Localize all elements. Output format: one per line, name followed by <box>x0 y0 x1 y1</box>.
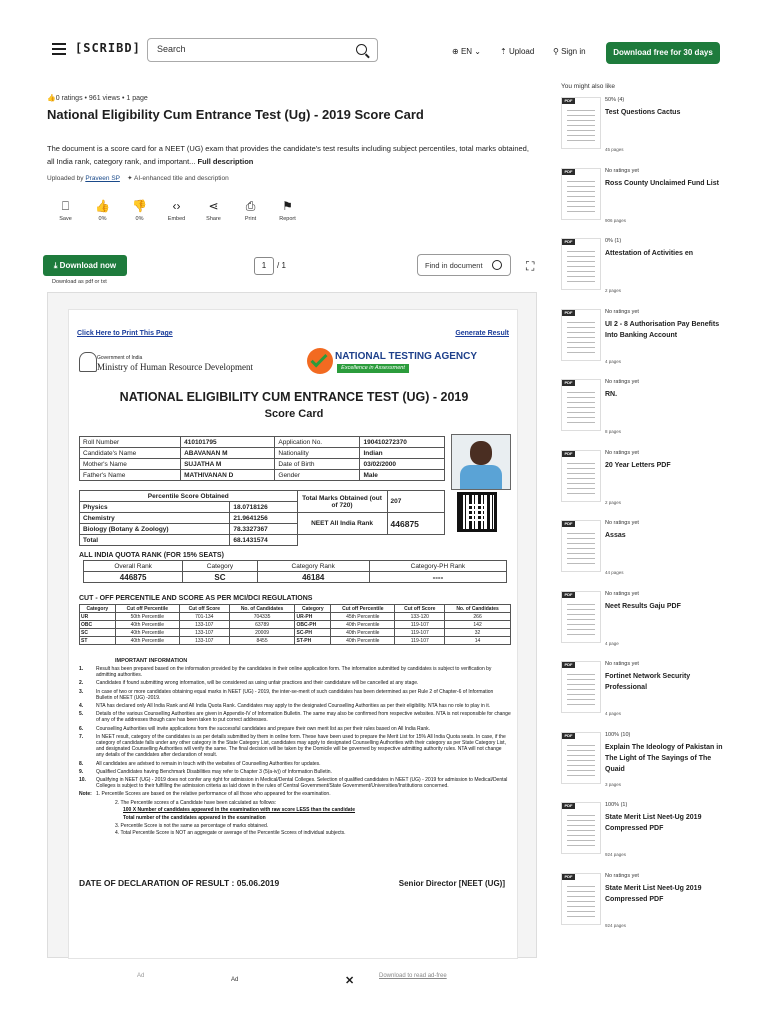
pdf-badge-icon: PDF <box>562 380 575 386</box>
table-cell: SC-PH <box>295 629 331 637</box>
search-input[interactable] <box>147 38 378 62</box>
note-item <box>79 689 511 701</box>
table-cell: Mother's Name <box>80 459 181 470</box>
pdf-badge-icon: PDF <box>562 662 575 668</box>
note-item <box>79 761 511 767</box>
note-number: 1. <box>79 666 84 672</box>
table-cell: UR <box>80 613 116 621</box>
subject-percentile: 78.3327367 <box>230 524 297 535</box>
quota-title: ALL INDIA QUOTA RANK (FOR 15% SEATS) <box>79 552 224 559</box>
quota-value: 46184 <box>257 572 369 583</box>
ad-label: Ad <box>137 973 145 979</box>
table-cell: 32 <box>445 629 511 637</box>
doc-thumbnail[interactable] <box>561 802 601 854</box>
subject-percentile: 21.9641256 <box>230 513 297 524</box>
action-embed-button[interactable] <box>158 198 195 222</box>
table-cell: ST <box>80 637 116 645</box>
close-icon[interactable]: ✕ <box>345 975 355 987</box>
download-free-button[interactable]: Download free for 30 days <box>606 42 720 64</box>
quota-header: Category Rank <box>257 561 369 572</box>
signin-label: Sign in <box>561 47 586 56</box>
cutoff-title: CUT - OFF PERCENTILE AND SCORE AS PER MCI/DCI REGULATIONS <box>79 595 313 602</box>
sub-note: 4. Total Percentile Score is NOT an aggregate or average of the Percentile Scores of individual subjects. <box>115 830 346 837</box>
recommended-doc[interactable] <box>561 873 731 939</box>
download-icon: ⤓ <box>53 261 58 270</box>
doc-title[interactable]: State Merit List Neet-Ug 2019 Compressed PDF <box>605 814 702 832</box>
subject-name: Chemistry <box>80 513 230 524</box>
sparkle-icon: ✦ <box>127 175 133 182</box>
doc-pages: 4 pages <box>605 711 622 716</box>
table-cell: UR-PH <box>295 613 331 621</box>
action-print-button[interactable] <box>232 198 269 222</box>
quota-value: 446875 <box>84 572 183 583</box>
pdf-badge-icon: PDF <box>562 98 575 104</box>
doc-pages: 4 page <box>605 640 619 646</box>
note-number: 10. <box>79 777 86 784</box>
note-text: Qualified Candidates having Benchmark Disabilities may refer to Chapter 3 (5(a-iv)) of Information Bulletin. <box>96 768 332 775</box>
candidate-info-table <box>79 436 445 481</box>
table-row <box>80 621 511 629</box>
action-label: 0% <box>98 216 107 222</box>
pdf-badge-icon: PDF <box>562 733 575 739</box>
note-number: 9. <box>79 768 84 775</box>
table-cell: 14 <box>445 637 511 645</box>
action-label: Share <box>206 216 221 222</box>
action-share-button[interactable] <box>195 198 232 222</box>
recommended-doc[interactable] <box>561 168 731 234</box>
table-cell: 40th Percentile <box>115 637 179 645</box>
pdf-badge-icon: PDF <box>562 803 575 809</box>
language-label: EN <box>460 47 473 56</box>
recommended-doc[interactable] <box>561 591 731 657</box>
note-text: In NEET result, category of the candidates is as per details submitted by them in online form. These have been used to prepare the Merit List for 15% All India Quota seats. In case, if the category of candidate falls under any other category in the State Category List, candidates may apply to designated Counselling Authorities with their category as per State Category List, and designated Counselling Authorities will verify the same. The final decision will be taken by the Domicile will be governed by respective admitting authority rules. NTA will not change any details of the candidates after declaration of result. <box>96 733 506 759</box>
note-item <box>79 734 511 759</box>
find-placeholder: Find in document <box>425 261 483 270</box>
subject-percentile: 68.1431574 <box>230 535 297 546</box>
doc-thumbnail[interactable] <box>561 450 601 502</box>
cutoff-header: Cut off Percentile <box>331 605 395 613</box>
table-cell: 119-107 <box>395 637 445 645</box>
nta-tagline: Excellence in Assessment <box>337 364 409 373</box>
pdf-badge-icon: PDF <box>562 451 575 457</box>
sub-note: 100 X Number of candidates appeared in the examination with raw score LESS than the candidate <box>123 807 356 814</box>
print-icon: ⎙ <box>245 199 256 213</box>
search-icon[interactable] <box>492 260 502 270</box>
table-cell: Roll Number <box>80 437 181 448</box>
table-cell: 704335 <box>229 613 295 621</box>
doc-thumbnail[interactable] <box>561 238 601 290</box>
doc-pages: 906 pages <box>605 217 627 223</box>
table-row <box>80 448 445 459</box>
doc-title[interactable]: 20 Year Letters PDF <box>605 461 671 469</box>
table-cell: ST-PH <box>295 637 331 645</box>
air-value: 446875 <box>387 513 444 535</box>
recommended-doc[interactable] <box>561 732 731 798</box>
cutoff-header: Cut off Score <box>179 605 229 613</box>
note-number: 7. <box>79 733 84 740</box>
table-cell: 133-107 <box>179 621 229 629</box>
note-item <box>79 726 511 732</box>
table-cell: Indian <box>360 448 445 459</box>
note-item <box>79 711 511 723</box>
page-total: / 1 <box>277 261 286 270</box>
doc-title[interactable]: Fortinet Network Security Professional <box>605 673 691 691</box>
table-cell: OBC <box>80 621 116 629</box>
cutoff-header: No. of Candidates <box>445 605 511 613</box>
doc-thumbnail[interactable] <box>561 520 601 572</box>
doc-rating: No ratings yet <box>605 308 639 315</box>
table-cell: Application No. <box>275 437 360 448</box>
full-description-link[interactable]: Full description <box>197 157 254 166</box>
doc-meta <box>47 94 148 102</box>
percentile-header: Percentile Score Obtained <box>80 491 298 502</box>
quota-rank-table <box>83 560 507 583</box>
action-label: 0% <box>135 216 144 222</box>
note-item <box>79 791 511 797</box>
doc-pages: 2 pages <box>605 288 622 293</box>
sub-note: Total number of the candidates appeared in the examination <box>123 815 266 822</box>
note-item <box>79 680 511 686</box>
action-label: Embed <box>167 216 186 222</box>
doc-title[interactable]: Neet Results Gaju PDF <box>605 602 681 610</box>
table-cell: Candidate's Name <box>80 448 181 459</box>
top-header <box>0 36 768 70</box>
subject-name: Physics <box>80 502 230 513</box>
embed-icon: ‹› <box>172 199 181 213</box>
table-cell: ABAVANAN M <box>181 448 275 459</box>
page-title: National Eligibility Cum Entrance Test (Ug) - 2019 Score Card <box>47 107 424 122</box>
note-text: All candidates are advised to remain in touch with the websites of Counselling Authorities for updates. <box>96 760 321 767</box>
candidate-photo <box>451 434 511 490</box>
doc-pages: 44 pages <box>605 570 624 575</box>
note-item <box>79 703 511 709</box>
uploaded-by <box>47 174 229 182</box>
doc-pages: 4 pages <box>605 358 622 364</box>
doc-rating: No ratings yet <box>605 590 639 597</box>
doc-pages: 2 pages <box>605 499 622 505</box>
scorecard-title: NATIONAL ELIGIBILITY CUM ENTRANCE TEST (UG) - 2019 <box>119 390 469 404</box>
action-label: Report <box>279 216 296 222</box>
cutoff-header: Cut off Score <box>395 605 445 613</box>
table-cell: 8455 <box>229 637 295 645</box>
recommended-doc[interactable] <box>561 97 731 163</box>
note-item <box>79 666 511 678</box>
user-icon: ⚲ <box>553 47 559 56</box>
recommended-doc[interactable] <box>561 238 731 304</box>
table-cell: 119-107 <box>395 621 445 629</box>
table-cell: 40th Percentile <box>331 629 395 637</box>
download-now-label: Download now <box>59 261 117 270</box>
table-cell: Gender <box>275 470 360 481</box>
doc-title[interactable]: UI 2 - 8 Authorisation Pay Benefits Into Banking Account <box>605 320 720 339</box>
doc-rating: 50% (4) <box>605 97 625 103</box>
quota-value: ---- <box>369 572 506 583</box>
note-item <box>79 769 511 775</box>
doc-pages: 924 pages <box>605 922 627 928</box>
table-cell: 266 <box>445 613 511 621</box>
recommended-doc[interactable] <box>561 450 731 516</box>
table-cell: 40th Percentile <box>115 629 179 637</box>
note-text: NTA has declared only All India Rank and All India Quota Rank. Candidates may apply to the designated Counselling Authorities as per their eligibility. NTA has no role to play in it. <box>96 703 491 710</box>
action-bar <box>47 198 306 222</box>
pdf-badge-icon: PDF <box>562 169 575 175</box>
table-cell: Nationality <box>275 448 360 459</box>
recommended-doc[interactable] <box>561 309 731 375</box>
doc-pages: 924 pages <box>605 852 627 857</box>
scorecard-subtitle: Score Card <box>264 408 324 420</box>
pdf-badge-icon: PDF <box>562 521 575 527</box>
action-save-button[interactable] <box>47 198 84 222</box>
table-cell: Father's Name <box>80 470 181 481</box>
table-cell: MATHIVANAN D <box>181 470 275 481</box>
qr-code <box>457 492 497 532</box>
sub-note: 2. The Percentile scores of a Candidate have been calculated as follows: <box>115 799 277 806</box>
pdf-badge-icon: PDF <box>562 310 575 316</box>
doc-pages: 3 pages <box>605 781 622 787</box>
doc-pages: 45 pages <box>605 147 624 152</box>
print-link[interactable]: Click Here to Print This Page <box>77 330 173 337</box>
doc-rating: 100% (1) <box>605 802 628 808</box>
doc-title[interactable]: RN. <box>605 391 618 398</box>
score-card-page <box>68 309 518 959</box>
important-heading: IMPORTANT INFORMATION <box>115 658 188 664</box>
sub-note: 3. Percentile Score is not the same as percentage of marks obtained. <box>115 822 269 829</box>
subject-name: Biology (Botany & Zoology) <box>80 524 230 535</box>
table-cell: 701-134 <box>179 613 229 621</box>
thumbs-up-icon: 👍 <box>95 199 110 213</box>
action-report-button[interactable] <box>269 198 306 222</box>
table-cell: Date of Birth <box>275 459 360 470</box>
total-marks-label: Total Marks Obtained (out of 720) <box>297 491 387 513</box>
subject-percentile: 18.0718126 <box>230 502 297 513</box>
scribd-logo[interactable]: [SCRIBD] <box>75 41 141 55</box>
note-number: 2. <box>79 680 84 687</box>
recommended-doc[interactable] <box>561 661 731 727</box>
cutoff-header: Category <box>80 605 116 613</box>
action-label: Save <box>59 216 72 222</box>
doc-title[interactable]: Explain The Ideology of Pakistan in The Light of The Sayings of The Quaid <box>605 743 723 773</box>
fullscreen-icon[interactable]: ⛶ <box>526 259 535 273</box>
doc-rating: No ratings yet <box>605 661 639 667</box>
thumbs-down-icon: 👎 <box>132 199 147 213</box>
share-icon: ⋖ <box>208 199 219 213</box>
note-number: 4. <box>79 703 84 710</box>
generate-result-link[interactable]: Generate Result <box>455 330 509 337</box>
quota-header: Category <box>183 561 257 572</box>
table-row <box>80 470 445 481</box>
doc-title[interactable]: Test Questions Cactus <box>605 109 681 116</box>
note-text: In case of two or more candidates obtaining equal marks in NEET (UG) - 2019, the inter-se-merit of such candidates has been determined as per Rule 2 of Chapter-6 of Information Bulletin of NEET (UG) -2019. <box>96 688 494 701</box>
recommended-doc[interactable] <box>561 379 731 445</box>
table-cell: 142 <box>445 621 511 629</box>
doc-rating: No ratings yet <box>605 520 639 526</box>
sidebar-heading: You might also like <box>561 83 615 90</box>
cutoff-table <box>79 604 511 645</box>
note-number: 6. <box>79 725 84 732</box>
table-cell: 20009 <box>229 629 295 637</box>
emblem-icon <box>79 352 97 372</box>
table-cell: 119-107 <box>395 629 445 637</box>
pdf-badge-icon: PDF <box>562 592 575 598</box>
table-cell: 63789 <box>229 621 295 629</box>
note-text: Counselling Authorities will invite applications from the successful candidates and prepare their own merit list as per their rules based on All India Rank. <box>96 725 431 732</box>
declaration-date: DATE OF DECLARATION OF RESULT : 05.06.2019 <box>79 878 280 888</box>
cutoff-header: Category <box>295 605 331 613</box>
doc-rating: No ratings yet <box>605 872 639 879</box>
note-number: 8. <box>79 760 84 767</box>
table-cell: 133-120 <box>395 613 445 621</box>
quota-header: Overall Rank <box>84 561 183 572</box>
note-text: Candidates if found submitting wrong information, will be considered as using unfair practices and their candidature will be cancelled at any stage. <box>96 680 419 687</box>
note-text: Result has been prepared based on the information provided by the candidates in their online application form. The information submitted by candidates is subject to verification by admitting authorities. <box>96 666 492 679</box>
total-marks-value: 207 <box>387 491 444 513</box>
doc-thumbnail[interactable] <box>561 309 601 361</box>
recommended-doc[interactable] <box>561 520 731 586</box>
doc-title[interactable]: Assas <box>605 532 626 539</box>
note-number: 5. <box>79 711 84 718</box>
pdf-badge-icon: PDF <box>562 239 575 245</box>
action-0-button[interactable] <box>84 198 121 222</box>
doc-thumbnail[interactable] <box>561 379 601 431</box>
search-icon[interactable] <box>356 44 367 55</box>
pdf-badge-icon: PDF <box>562 874 575 880</box>
doc-title[interactable]: Ross County Unclaimed Fund List <box>605 179 719 187</box>
table-row <box>80 459 445 470</box>
doc-rating: No ratings yet <box>605 167 639 174</box>
note-text: 1. Percentile Scores are based on the relative performance of all those who appeared for the examination. <box>96 791 331 798</box>
table-cell: SUJATHA M <box>181 459 275 470</box>
table-row <box>80 437 445 448</box>
doc-title[interactable]: Attestation of Activities en <box>605 250 694 257</box>
table-row <box>80 605 511 613</box>
cutoff-header: No. of Candidates <box>229 605 295 613</box>
subject-name: Total <box>80 535 230 546</box>
percentile-table <box>79 490 445 546</box>
document-viewer[interactable] <box>47 292 537 958</box>
doc-rating: 100% (10) <box>605 731 631 738</box>
table-cell: 40th Percentile <box>331 621 395 629</box>
table-cell: 410101795 <box>181 437 275 448</box>
action-0-button[interactable] <box>121 198 158 222</box>
table-cell: 133-107 <box>179 637 229 645</box>
download-now-button[interactable] <box>43 255 127 276</box>
upload-link[interactable] <box>500 47 534 56</box>
action-label: Print <box>244 216 257 222</box>
doc-rating: No ratings yet <box>605 379 639 385</box>
thumbs-up-icon: 👍 <box>47 95 56 102</box>
quota-header: Category-PH Rank <box>369 561 506 572</box>
language-selector[interactable]: ⊕ EN ⌄ <box>452 47 481 56</box>
page-number-input[interactable]: 1 <box>254 257 274 275</box>
doc-thumbnail[interactable] <box>561 168 601 220</box>
table-cell: Male <box>360 470 445 481</box>
table-cell: 45th Percentile <box>331 613 395 621</box>
meta-text: 0 ratings • 961 views • 1 page <box>55 95 148 102</box>
note-number: 3. <box>79 688 84 695</box>
search-placeholder: Search <box>157 44 186 54</box>
table-cell: OBC-PH <box>295 621 331 629</box>
recommended-doc[interactable] <box>561 802 731 868</box>
doc-thumbnail[interactable] <box>561 591 601 643</box>
bookmark-icon: ⎕ <box>61 199 70 213</box>
table-cell: 133-107 <box>179 629 229 637</box>
doc-thumbnail[interactable] <box>561 873 601 925</box>
doc-thumbnail[interactable] <box>561 661 601 713</box>
doc-description <box>47 142 537 168</box>
important-notes <box>79 666 511 838</box>
uploaded-by-label: Uploaded by <box>47 175 84 182</box>
download-format-note: Download as pdf or txt <box>52 279 107 285</box>
table-row <box>80 613 511 621</box>
note-text: Qualifying in NEET (UG) - 2019 does not confer any right for admission in Medical/Dental Colleges. Selection of qualified candidates in NEET (UG) - 2019 for admission to Medical/Dental Colleges is subject to their fulfilling the admission criteria as laid down in the rules of Central Government/State Government/Universities/Institutions concerned. <box>96 777 508 790</box>
doc-rating: 0% (1) <box>605 238 622 244</box>
table-cell: 40th Percentile <box>331 637 395 645</box>
ad-label: Ad <box>231 977 239 983</box>
uploader-link[interactable]: Praveen SP <box>85 175 120 182</box>
doc-title[interactable]: State Merit List Neet-Ug 2019 Compressed PDF <box>605 884 702 903</box>
ministry-name: Ministry of Human Resource Development <box>97 362 253 372</box>
table-cell: 190410272370 <box>360 437 445 448</box>
find-in-document-input[interactable] <box>417 254 511 276</box>
gov-of-india: Government of India <box>97 355 143 361</box>
table-cell: 03/02/2000 <box>360 459 445 470</box>
signatory: Senior Director [NEET (UG)] <box>398 879 505 888</box>
upload-icon: ⇡ <box>500 47 507 56</box>
air-label: NEET All India Rank <box>297 513 387 535</box>
upload-label: Upload <box>508 47 535 56</box>
menu-icon[interactable] <box>52 43 66 55</box>
doc-thumbnail[interactable] <box>561 97 601 149</box>
nta-name: NATIONAL TESTING AGENCY <box>335 351 478 362</box>
signin-link[interactable] <box>553 47 586 56</box>
table-cell: SC <box>80 629 116 637</box>
quota-value: SC <box>183 572 257 583</box>
flag-icon: ⚑ <box>282 199 293 213</box>
table-cell: 50th Percentile <box>115 613 179 621</box>
table-row <box>80 637 511 645</box>
note-item <box>79 777 511 789</box>
doc-rating: No ratings yet <box>605 449 639 456</box>
table-row <box>80 629 511 637</box>
table-cell: 40th Percentile <box>115 621 179 629</box>
note-text: Details of the various Counselling Authorities are given in Appendix-IV of Information Bulletin. The same may also be confirmed from respective websites. NTA is not responsible for change of any of the addresses though care has been taken to put correct addresses. <box>96 711 511 724</box>
cutoff-header: Cut off Percentile <box>115 605 179 613</box>
note-label: Note: <box>79 791 92 798</box>
ai-note: AI-enhanced title and description <box>134 175 229 182</box>
doc-pages: 8 pages <box>605 429 622 434</box>
doc-thumbnail[interactable] <box>561 732 601 784</box>
download-ad-free-link[interactable]: Download to read ad-free <box>379 973 447 979</box>
description-text: The document is a score card for a NEET (UG) exam that provides the candidate's test results including subject percentiles, total marks obtained, all India rank, category rank, and important... <box>47 144 529 166</box>
